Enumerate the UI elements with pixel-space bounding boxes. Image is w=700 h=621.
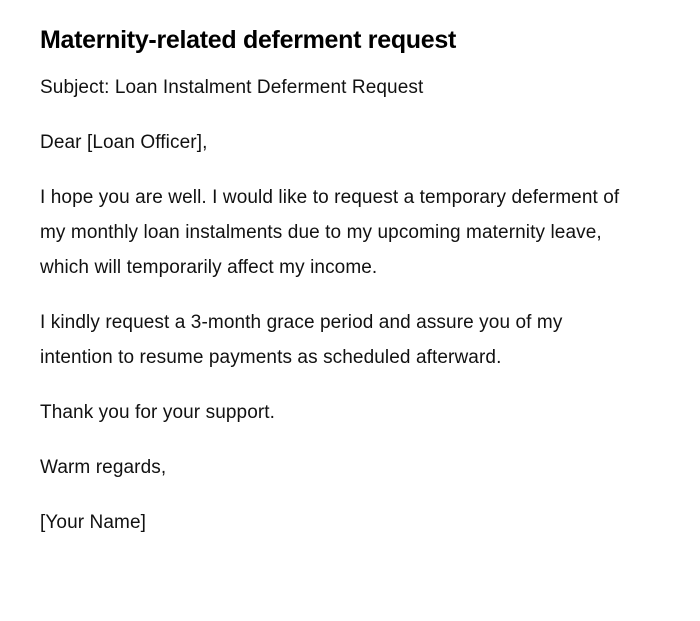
- document-title: Maternity-related deferment request: [40, 26, 457, 54]
- body-paragraph-1: I hope you are well. I would like to request a temporary deferment of my monthly loan instalments due to my upcoming maternity leave, which will temporarily affect my income.: [40, 187, 620, 278]
- subject-line: Subject: Loan Instalment Deferment Request: [40, 77, 424, 98]
- thanks-line: Thank you for your support.: [40, 402, 276, 423]
- closing-line: Warm regards,: [40, 457, 167, 478]
- signature-line: [Your Name]: [40, 512, 147, 533]
- letter-document: [40, 22, 640, 560]
- greeting-line: Dear [Loan Officer],: [40, 132, 208, 153]
- body-paragraph-2: I kindly request a 3-month grace period and assure you of my intention to resume payments as scheduled afterward.: [40, 312, 563, 368]
